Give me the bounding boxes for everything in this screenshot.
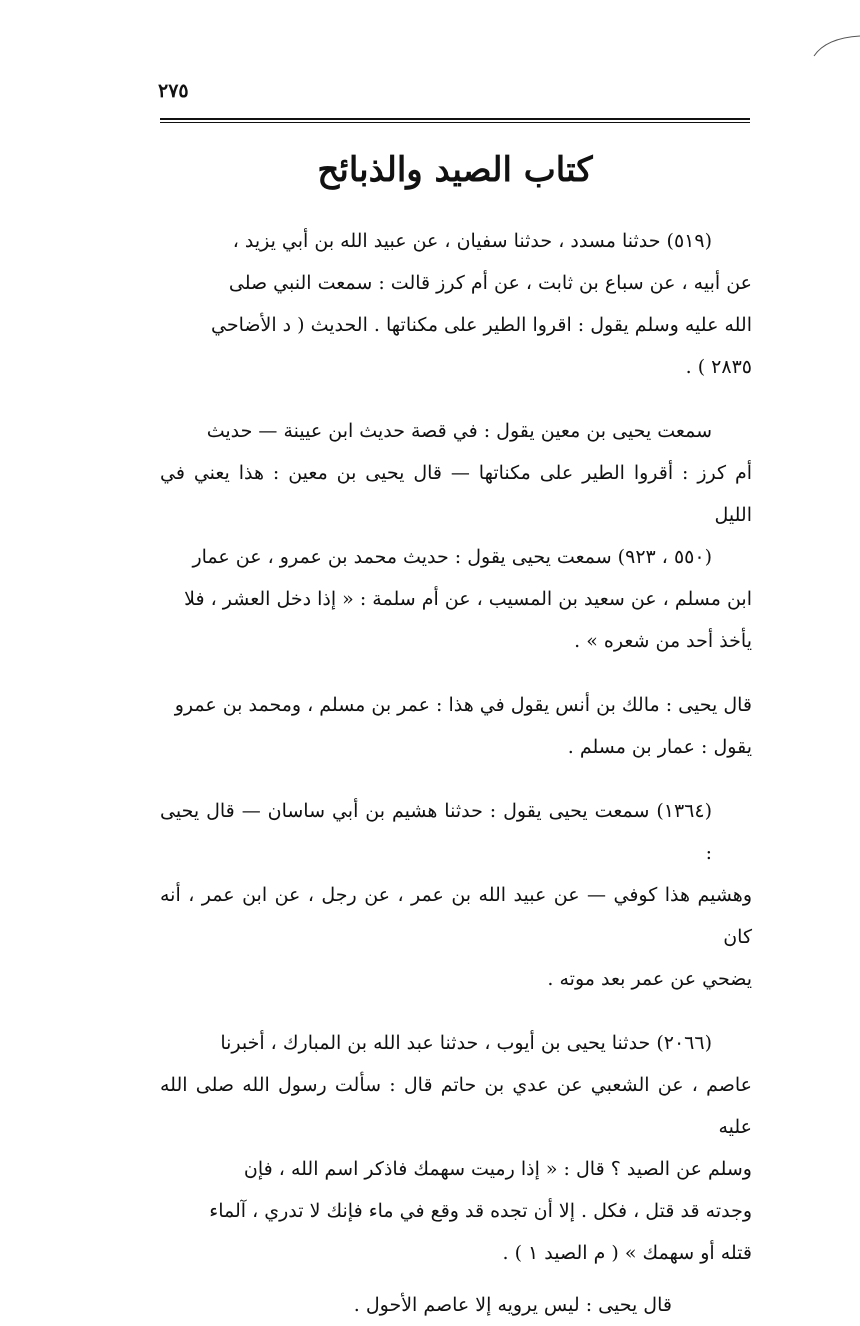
text-line: (٥٥٠ ، ٩٢٣) سمعت يحيى يقول : حديث محمد بن عمرو ، عن عمار: [192, 546, 712, 568]
text-line: (١٣٦٤) سمعت يحيى يقول : حدثنا هشيم بن أبي ساسان — قال يحيى :: [160, 800, 712, 864]
text-line: (٥١٩) حدثنا مسدد ، حدثنا سفيان ، عن عبيد الله بن أبي يزيد ،: [232, 230, 712, 252]
text-line: أم كرز : أقروا الطير على مكناتها — قال يحيى بن معين : هذا يعني في الليل: [160, 462, 752, 526]
header-rule: [160, 118, 750, 120]
text-line: وجدته قد قتل ، فكل . إلا أن تجده قد وقع في ماء فإنك لا تدري ، آلماء: [209, 1200, 752, 1222]
text-line: عن أبيه ، عن سباع بن ثابت ، عن أم كرز قالت : سمعت النبي صلى: [228, 272, 752, 294]
text-line: ابن مسلم ، عن سعيد بن المسيب ، عن أم سلمة : « إذا دخل العشر ، فلا: [184, 588, 752, 610]
header-rule-thin: [160, 122, 750, 123]
closing-line: قال يحيى : ليس يرويه إلا عاصم الأحول .: [353, 1294, 672, 1316]
chapter-title: كتاب الصيد والذبائح: [317, 150, 593, 190]
text-line: الله عليه وسلم يقول : اقروا الطير على مكناتها . الحديث ( د الأضاحي: [211, 314, 752, 336]
text-line: يأخذ أحد من شعره » .: [574, 630, 752, 652]
paragraph-1364: [160, 790, 752, 1000]
paragraph-2066: [160, 1022, 752, 1274]
text-line: وهشيم هذا كوفي — عن عبيد الله بن عمر ، عن رجل ، عن ابن عمر ، أنه كان: [160, 884, 752, 948]
body-text: [160, 220, 752, 1326]
page-number: ٢٧٥: [158, 80, 189, 102]
paragraph-550: [160, 536, 752, 662]
text-line: يقول : عمار بن مسلم .: [567, 736, 752, 758]
text-line: ٢٨٣٥ ) .: [685, 356, 752, 378]
paragraph-ibn-uyayna: [160, 410, 752, 536]
paragraph-519: [160, 220, 752, 388]
text-line: عاصم ، عن الشعبي عن عدي بن حاتم قال : سألت رسول الله صلى الله عليه: [160, 1074, 752, 1138]
text-line: وسلم عن الصيد ؟ قال : « إذا رميت سهمك فاذكر اسم الله ، فإن: [243, 1158, 752, 1180]
text-line: يضحي عن عمر بعد موته .: [547, 968, 752, 990]
text-line: قال يحيى : مالك بن أنس يقول في هذا : عمر بن مسلم ، ومحمد بن عمرو: [174, 694, 752, 716]
text-line: قتله أو سهمك » ( م الصيد ١ ) .: [502, 1242, 752, 1264]
text-line: سمعت يحيى بن معين يقول : في قصة حديث ابن عيينة — حديث: [206, 420, 712, 442]
paragraph-malik: [160, 684, 752, 768]
page-corner-mark: [812, 34, 860, 74]
text-line: (٢٠٦٦) حدثنا يحيى بن أيوب ، حدثنا عبد الله بن المبارك ، أخبرنا: [220, 1032, 712, 1054]
